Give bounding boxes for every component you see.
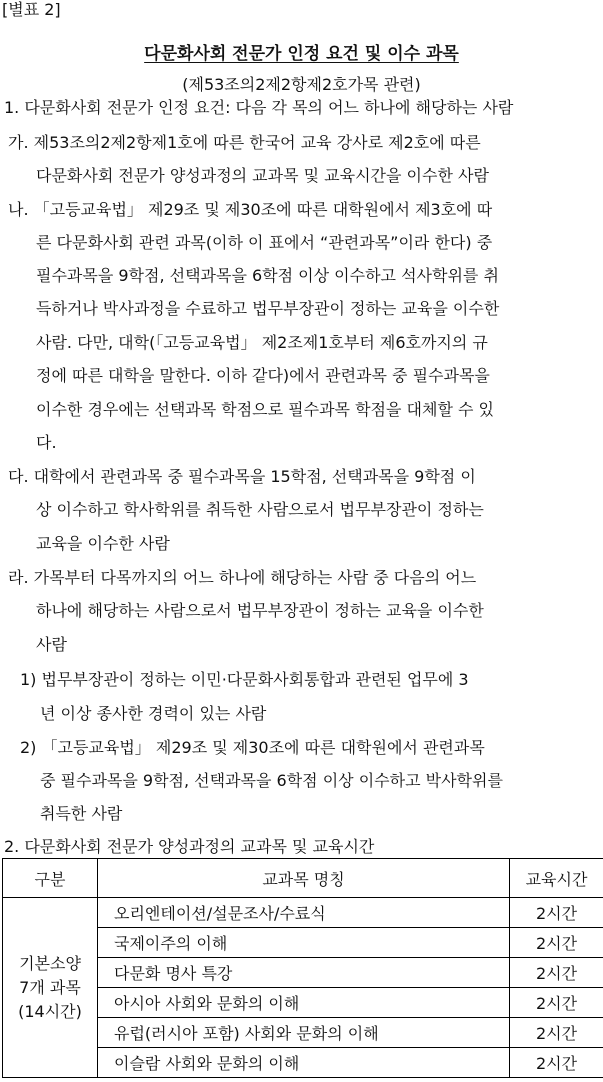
sub-item-1-line: 1) 법무부장관이 정하는 이민·다문화사회통합과 관련된 업무에 3 bbox=[20, 670, 469, 689]
item-na-line: 필수과목을 9학점, 선택과목을 6학점 이상 이수하고 석사학위를 취 bbox=[36, 266, 499, 285]
item-da-line: 교육을 이수한 사람 bbox=[36, 534, 170, 553]
item-na-line: 사람. 다만, 대학(「고등교육법」 제2조제1호부터 제6호까지의 규 bbox=[36, 333, 488, 352]
item-ga-line: 가. 제53조의2제2항제1호에 따른 한국어 교육 강사로 제2호에 따른 bbox=[8, 133, 481, 152]
subject-cell: 이슬람 사회와 문화의 이해 bbox=[98, 1048, 510, 1078]
column-header-category: 구분 bbox=[3, 859, 98, 898]
hours-cell: 2시간 bbox=[510, 988, 603, 1018]
item-ra-line: 라. 가목부터 다목까지의 어느 하나에 해당하는 사람 중 다음의 어느 bbox=[8, 568, 477, 587]
annex-label: [별표 2] bbox=[2, 0, 61, 19]
hours-cell: 2시간 bbox=[510, 958, 603, 988]
item-da-line: 상 이수하고 학사학위를 취득한 사람으로서 법무부장관이 정하는 bbox=[36, 500, 484, 519]
sub-item-2-line: 취득한 사람 bbox=[40, 804, 123, 823]
hours-cell: 2시간 bbox=[510, 1018, 603, 1048]
hours-cell: 2시간 bbox=[510, 898, 603, 928]
curriculum-table bbox=[2, 858, 603, 1078]
column-header-hours: 교육시간 bbox=[510, 859, 603, 898]
table-header-row bbox=[3, 859, 603, 898]
item-na-line: 나. 「고등교육법」 제29조 및 제30조에 따른 대학원에서 제3호에 따 bbox=[8, 200, 493, 219]
item-na-line: 이수한 경우에는 선택과목 학점으로 필수과목 학점을 대체할 수 있 bbox=[36, 400, 495, 419]
category-label: 기본소양 bbox=[19, 953, 81, 973]
hours-cell: 2시간 bbox=[510, 928, 603, 958]
subject-cell: 아시아 사회와 문화의 이해 bbox=[98, 988, 510, 1018]
item-na-line: 득하거나 박사과정을 수료하고 법무부장관이 정하는 교육을 이수한 bbox=[36, 299, 500, 318]
item-na-line: 정에 따른 대학을 말한다. 이하 같다)에서 관련과목 중 필수과목을 bbox=[36, 366, 490, 385]
subject-cell: 유럽(러시아 포함) 사회와 문화의 이해 bbox=[98, 1018, 510, 1048]
category-cell bbox=[3, 898, 98, 1078]
item-ga-line: 다문화사회 전문가 양성과정의 교과목 및 교육시간을 이수한 사람 bbox=[36, 166, 489, 185]
item-da-line: 다. 대학에서 관련과목 중 필수과목을 15학점, 선택과목을 9학점 이 bbox=[8, 467, 476, 486]
item-ra-line: 하나에 해당하는 사람으로서 법무부장관이 정하는 교육을 이수한 bbox=[36, 601, 484, 620]
item-na-line: 른 다문화사회 관련 과목(이하 이 표에서 “관련과목”이라 한다) 중 bbox=[36, 233, 493, 252]
table-row bbox=[3, 898, 603, 928]
sub-item-1-line: 년 이상 종사한 경력이 있는 사람 bbox=[40, 704, 267, 723]
subject-cell: 국제이주의 이해 bbox=[98, 928, 510, 958]
category-total-hours: (14시간) bbox=[18, 1001, 82, 1021]
category-count: 7개 과목 bbox=[19, 977, 81, 997]
related-provision: (제53조의2제2항제2호가목 관련) bbox=[182, 75, 421, 94]
subject-cell: 오리엔테이션/설문조사/수료식 bbox=[98, 898, 510, 928]
hours-cell: 2시간 bbox=[510, 1048, 603, 1078]
curriculum-heading: 2. 다문화사회 전문가 양성과정의 교과목 및 교육시간 bbox=[4, 837, 375, 856]
requirement-heading: 1. 다문화사회 전문가 인정 요건: 다음 각 목의 어느 하나에 해당하는 사람 bbox=[4, 98, 514, 117]
sub-item-2-line: 2) 「고등교육법」 제29조 및 제30조에 따른 대학원에서 관련과목 bbox=[20, 738, 485, 757]
column-header-subject: 교과목 명칭 bbox=[98, 859, 510, 898]
subject-cell: 다문화 명사 특강 bbox=[98, 958, 510, 988]
item-na-line: 다. bbox=[36, 433, 57, 452]
item-ra-line: 사람 bbox=[36, 635, 67, 654]
page-title: 다문화사회 전문가 인정 요건 및 이수 과목 bbox=[144, 44, 459, 64]
sub-item-2-line: 중 필수과목을 9학점, 선택과목을 6학점 이상 이수하고 박사학위를 bbox=[40, 771, 503, 790]
